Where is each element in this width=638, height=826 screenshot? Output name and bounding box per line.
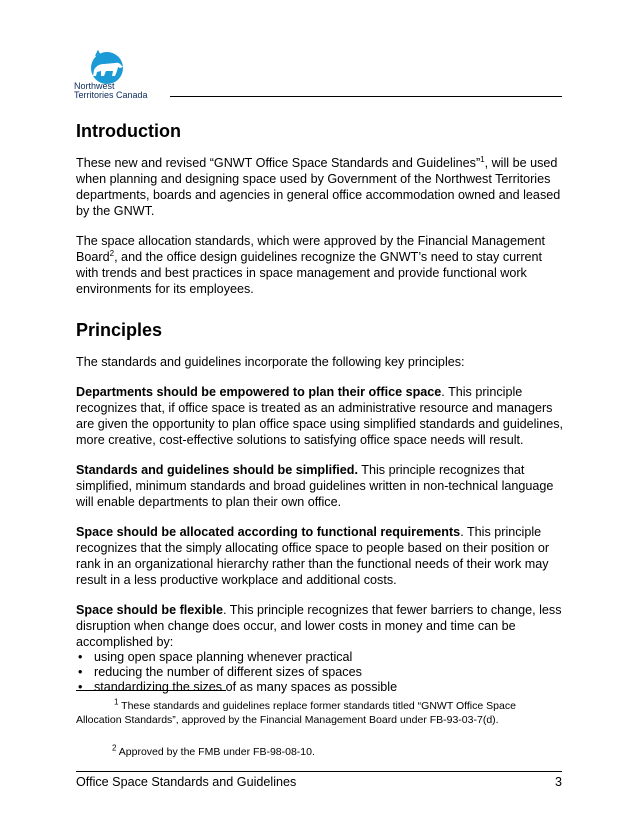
list-item: • reducing the number of different sizes of spaces (76, 665, 566, 680)
document-body (76, 120, 566, 695)
principles-intro: The standards and guidelines incorporate the following key principles: (76, 355, 465, 369)
intro-heading: Introduction (76, 121, 181, 141)
list-item: • standardizing the sizes of as many spaces as possible (76, 680, 566, 695)
footnotes (76, 699, 562, 759)
principle-3: Space should be allocated according to functional requirements. This principle recognizes that the simply allocating office space to people based on their position or rank in an organizational hierarchy rather than the functional needs of their work may result in a less productive workplace and additional costs. (76, 525, 550, 587)
page-number: 3 (554, 775, 562, 789)
logo-line2: Territories Canada (74, 90, 148, 100)
footnote-2: $^2$ Approved by the FMB under FB-98-08-10. (112, 743, 315, 758)
polar-bear-icon (82, 50, 132, 84)
footnote-rule (76, 690, 226, 691)
flexibility-list (76, 650, 566, 695)
principle-1: Departments should be empowered to plan their office space. This principle recognizes that, if office space is treated as an administrative resource and managers are given the opportunity to plan office space using simplified standards and guidelines, more creative, cost-effective solutions to satisfying office space needs will result. (76, 385, 564, 447)
footer-rule (76, 771, 562, 772)
principle-4: Space should be flexible. This principle recognizes that fewer barriers to change, less disruption when change does occur, and lower costs in money and time can be accomplished by: (76, 603, 562, 649)
footnote-ref-1: 1 (480, 154, 485, 164)
header-rule (170, 96, 562, 97)
footnote-ref-2: 2 (109, 248, 115, 258)
footnote-1: $^1$ These standards and guidelines replace former standards titled “GNWT Office Space Allocation Standards”, approved by the Financial Management Board under FB-93-03-7(d). (76, 697, 516, 726)
principle-2: Standards and guidelines should be simplified. This principle recognizes that simplified, minimum standards and broad guidelines written in non-technical language will enable departments to plan their own office. (76, 463, 554, 509)
page-footer (76, 775, 562, 789)
logo-wordmark (74, 82, 148, 100)
logo-line1: Northwest (74, 81, 115, 91)
principles-heading: Principles (76, 320, 163, 340)
footer-title: Office Space Standards and Guidelines (76, 775, 297, 789)
nwt-logo (74, 50, 174, 100)
intro-paragraph-1: These new and revised “GNWT Office Space Standards and Guidelines”$^1$, will be used when planning and designing space used by Government of the Northwest Territories departments, boards and agencies in general office accommodation owned and leased by the GNWT. (76, 154, 561, 218)
intro-paragraph-2: The space allocation standards, which were approved by the Financial Management Board$^2$, and the office design guidelines recognize the GNWT’s need to stay current with trends and best practices in space management and provide functional work environments for its employees. (76, 234, 546, 296)
list-item: • using open space planning whenever practical (76, 650, 566, 665)
